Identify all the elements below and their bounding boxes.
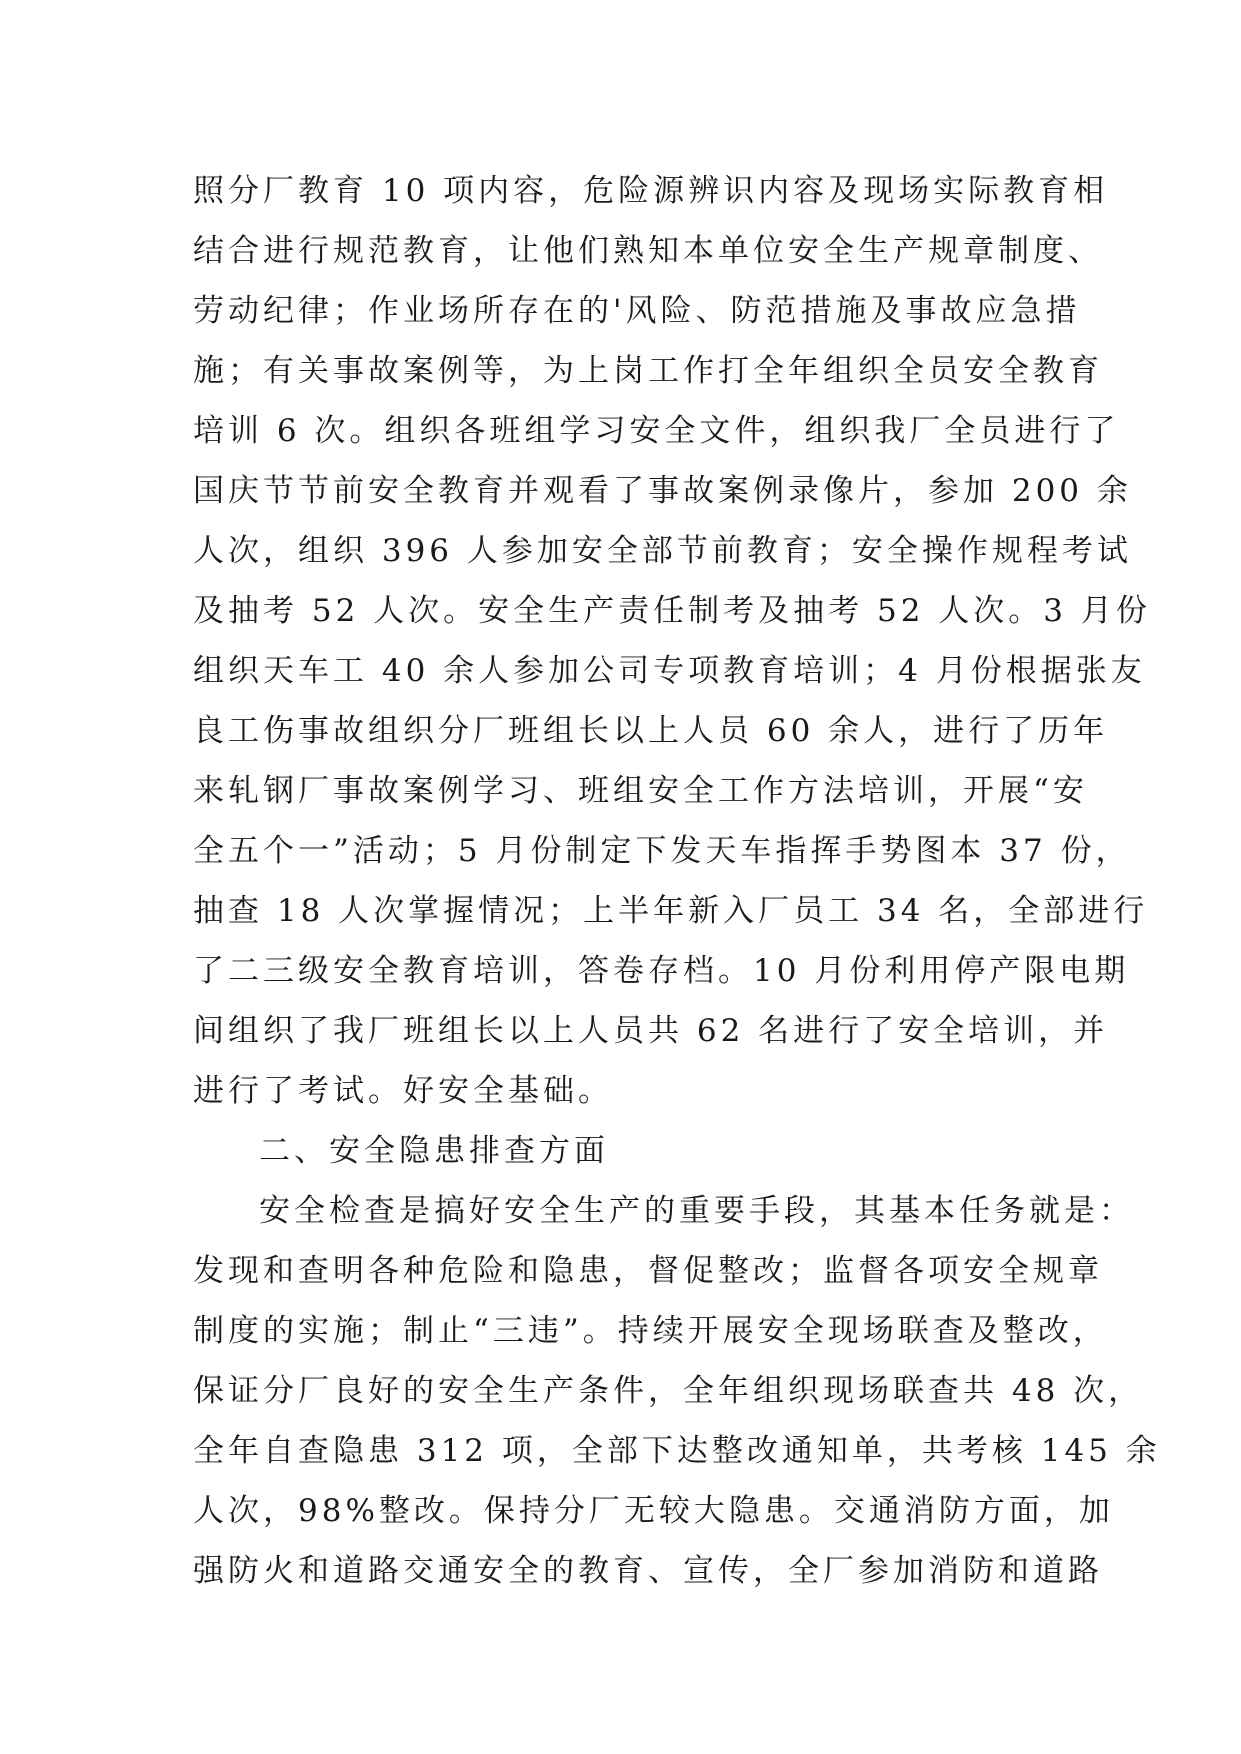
text-line: 保证分厂良好的安全生产条件，全年组织现场联查共 48 次， xyxy=(193,1373,1144,1409)
text-line: 培训 6 次。组织各班组学习安全文件，组织我厂全员进行了 xyxy=(193,413,1120,449)
text-line: 强防火和道路交通安全的教育、宣传，全厂参加消防和道路 xyxy=(193,1553,1103,1589)
text-line: 照分厂教育 10 项内容，危险源辨识内容及现场实际教育相 xyxy=(193,173,1109,209)
text-line: 制度的实施；制止“三违”。持续开展安全现场联查及整改， xyxy=(193,1313,1108,1349)
text-line: 施；有关事故案例等，为上岗工作打全年组织全员安全教育 xyxy=(193,353,1103,389)
text-line: 人次，98%整改。保持分厂无较大隐患。交通消防方面，加 xyxy=(193,1493,1114,1529)
text-line: 来轧钢厂事故案例学习、班组安全工作方法培训，开展“安 xyxy=(193,773,1088,809)
text-line: 人次，组织 396 人参加安全部节前教育；安全操作规程考试 xyxy=(193,533,1132,569)
text-line: 全年自查隐患 312 项，全部下达整改通知单，共考核 145 余 xyxy=(193,1433,1161,1469)
text-line: 劳动纪律；作业场所存在的'风险、防范措施及事故应急措 xyxy=(193,293,1081,329)
text-line: 全五个一”活动；5 月份制定下发天车指挥手势图本 37 份， xyxy=(193,833,1131,869)
text-line: 进行了考试。好安全基础。 xyxy=(193,1073,613,1109)
text-line: 了二三级安全教育培训，答卷存档。10 月份利用停产限电期 xyxy=(193,953,1130,989)
text-line: 结合进行规范教育，让他们熟知本单位安全生产规章制度、 xyxy=(193,233,1103,269)
text-line: 发现和查明各种危险和隐患，督促整改；监督各项安全规章 xyxy=(193,1253,1103,1289)
text-line: 安全检查是搞好安全生产的重要手段，其基本任务就是： xyxy=(259,1193,1134,1229)
text-line: 及抽考 52 人次。安全生产责任制考及抽考 52 人次。3 月份 xyxy=(193,593,1151,629)
body-text xyxy=(193,161,1161,1601)
section-heading: 二、安全隐患排查方面 xyxy=(259,1133,609,1169)
text-line: 间组织了我厂班组长以上人员共 62 名进行了安全培训，并 xyxy=(193,1013,1109,1049)
text-line: 良工伤事故组织分厂班组长以上人员 60 余人，进行了历年 xyxy=(193,713,1109,749)
text-line: 组织天车工 40 余人参加公司专项教育培训；4 月份根据张友 xyxy=(193,653,1146,689)
text-line: 抽查 18 人次掌握情况；上半年新入厂员工 34 名，全部进行 xyxy=(193,893,1149,929)
text-line: 国庆节节前安全教育并观看了事故案例录像片，参加 200 余 xyxy=(193,473,1132,509)
